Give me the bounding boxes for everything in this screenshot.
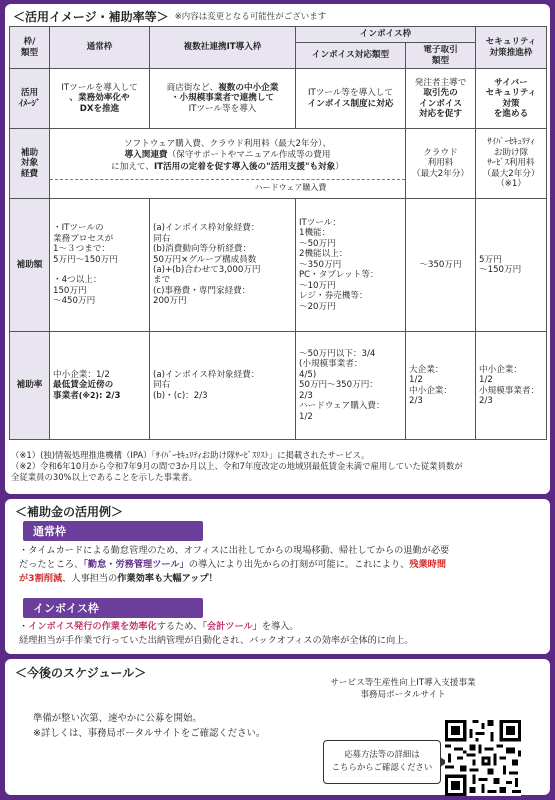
schedule-text-2: ※詳しくは、事務局ポータルサイトをご確認ください。 <box>33 727 266 739</box>
header-security: セキュリティ 対策推進枠 <box>476 27 547 69</box>
section3-title: ＜今後のスケジュール＞ <box>15 666 147 680</box>
eligible-line3b: IT活用の定着を促す導入後の"活用支援"も対象 <box>153 161 336 172</box>
qr-callout-1: 応募方法等の詳細は <box>344 749 420 759</box>
invoice-example-1c: するため、 <box>156 621 203 632</box>
corner-header: 枠/ 類型 <box>10 27 50 69</box>
usage-sec-text1: サイバー セキュリティ 対策 <box>485 77 537 109</box>
row-eligible-label: 補助 対象 経費 <box>10 129 50 199</box>
row-usage-label: 活用 ｲﾒｰｼﾞ <box>10 69 50 129</box>
rate-multi: (a)インボイス枠対象経費： 同右 (b)・(c)：2/3 <box>150 332 296 440</box>
header-invoice-type: インボイス対応類型 <box>296 43 406 69</box>
usage-normal-text2: 、業務効率化や <box>69 93 130 104</box>
section1-title: ＜活用イメージ・補助率等＞ <box>13 9 169 24</box>
usage-ec-text1: 発注者主導で <box>414 77 467 88</box>
header-normal: 通常枠 <box>50 27 150 69</box>
amount-normal: ・ITツールの 業務プロセスが 1～３つまで： 5万円～150万円 ・4つ以上： 150万円 ～450万円 <box>50 199 150 332</box>
usage-multi-text3: ITツール等を導入 <box>188 103 257 114</box>
qr-callout <box>323 740 441 784</box>
eligible-ec: クラウド 利用料 （最大2年分） <box>406 129 476 199</box>
footnotes <box>11 450 546 483</box>
eligible-software <box>50 135 405 180</box>
normal-example-line3 <box>19 572 544 586</box>
schedule-text-1: 準備が整い次第、速やかに公募を開始。 <box>33 713 202 724</box>
usage-rates-section <box>5 4 550 494</box>
usage-ec <box>406 69 476 129</box>
rate-normal-text3: (※2) <box>78 390 99 400</box>
rate-normal-text4: : 2/3 <box>98 390 121 401</box>
rate-normal <box>50 332 150 440</box>
rate-ec: 大企業： 1/2 中小企業： 2/3 <box>406 332 476 440</box>
footnote-2: （※2）令和6年10月から令和7年9月の間で3か月以上、令和7年度改定の地域別最低賃金未満で雇用していた従業員数が 全従業員の30%以上であることを示した事業者。 <box>11 460 463 482</box>
invoice-frame-label: インボイス枠 <box>23 598 203 618</box>
rate-invoice: ～50万円以下：3/4 (小規模事業者： 4/5) 50万円～350万円： 2/3 ハードウェア購入費： 1/2 <box>296 332 406 440</box>
row-rate-label: 補助率 <box>10 332 50 440</box>
usage-invoice-text2: インボイス制度に対応 <box>307 98 394 109</box>
usage-normal-text1: ITツールを導入して <box>61 82 138 93</box>
rate-security: 中小企業： 1/2 小規模事業者： 2/3 <box>476 332 547 440</box>
usage-invoice <box>296 69 406 129</box>
normal-example-text <box>19 544 544 585</box>
qr-code-icon[interactable] <box>445 720 521 796</box>
portal-caption <box>328 677 478 701</box>
eligible-line2: 導入関連費 <box>124 150 168 161</box>
amount-ec: ～350万円 <box>406 199 476 332</box>
schedule-text <box>33 712 265 741</box>
header-multi: 複数社連携IT導入枠 <box>150 27 296 69</box>
usage-normal <box>50 69 150 129</box>
invoice-example-line2: 経理担当が手作業で行っていた出納管理が自動化され、バックオフィスの効率が全体的に向上。 <box>19 634 414 646</box>
eligible-security: ｻｲﾊﾞｰｾｷｭﾘﾃｨ お助け隊 ｻｰﾋﾞｽ利用料 （最大2年分） （※1） <box>476 129 547 199</box>
rate-normal-text1: 中小企業：1/2 <box>53 369 110 380</box>
normal-example-3c: 作業効率も大幅アップ！ <box>117 572 218 584</box>
eligible-line1: ソフトウェア購入費、クラウド利用料（最大2年分）、 <box>123 138 332 149</box>
amount-multi: (a)インボイス枠対象経費： 同右 (b)消費動向等分析経費： 50万円×グループ構成員数 (a)+(b)合わせて3,000万円 まで (c)事務費・専門家経費： 200万円 <box>150 199 296 332</box>
normal-example-line2 <box>19 558 544 572</box>
qr-callout-2: こちらからご確認ください <box>331 761 433 772</box>
usage-invoice-text1: ITツール等を導入して <box>308 88 393 99</box>
eligible-line2b: （保守サポートやマニュアル作成等の費用 <box>167 150 331 161</box>
usage-security <box>476 69 547 129</box>
section1-header <box>13 7 326 25</box>
invoice-example-line1 <box>19 620 544 634</box>
normal-example-2c: の導入により出先からの打刻が可能に。これにより、 <box>188 558 410 570</box>
usage-ec-text2: 取引先の インボイス 対応を促す <box>419 88 462 119</box>
amount-security: 5万円 ～150万円 <box>476 199 547 332</box>
footnote-1: （※1）(独)情報処理推進機構（IPA）「ｻｲﾊﾞｰｾｷｭﾘﾃｨお助け隊ｻｰﾋﾞｽﾘｽﾄ」に掲載されたサービス。 <box>11 450 370 460</box>
invoice-example-1b: インボイス発行の作業を効率化 <box>28 621 157 632</box>
rate-normal-text2: 最低賃金近傍の 事業者 <box>53 380 114 401</box>
eligible-line3c: ） <box>335 161 344 172</box>
eligible-line3a: に加えて、 <box>111 161 154 172</box>
usage-multi-text2: 複数の中小企業 ・小規模事業者で連携して <box>170 82 279 104</box>
amount-invoice: ITツール： 1機能： ～50万円 2機能以上： ～350万円 PC・タブレット等： ～10万円 レジ・券売機等： ～20万円 <box>296 199 406 332</box>
normal-example-3a: が3割削減 <box>19 572 63 584</box>
usage-multi <box>150 69 296 129</box>
normal-example-2d: 残業時間 <box>409 558 447 570</box>
portal-caption-1: サービス等生産性向上IT導入支援事業 <box>330 678 476 688</box>
section2-title: ＜補助金の活用例＞ <box>15 505 124 519</box>
section1-note: ※内容は変更となる可能性がございます <box>174 12 327 22</box>
usage-normal-text3: DXを推進 <box>79 103 120 114</box>
eligible-hardware: ハードウェア購入費 <box>254 182 327 192</box>
invoice-example-1e: を導入。 <box>261 621 299 632</box>
header-invoice-group: インボイス枠 <box>296 27 476 43</box>
usage-sec-text2: を進める <box>493 108 529 119</box>
normal-example-2b: 「勤怠・労務管理ツール」 <box>83 558 189 570</box>
invoice-example-1d: 「会計ツール」 <box>202 621 262 632</box>
invoice-example-text <box>19 620 544 648</box>
examples-section <box>5 499 550 654</box>
usage-multi-text1: 商店街など、 <box>166 82 219 93</box>
eligible-main <box>50 129 406 199</box>
normal-example-line1: ・タイムカードによる勤怠管理のため、オフィスに出社してからの現場移動、帰社してからの退勤が必要 <box>19 545 450 556</box>
normal-example-3b: 、人事担当の <box>62 572 118 584</box>
normal-example-2a: だったところ、 <box>19 558 84 570</box>
subsidy-table <box>9 26 547 440</box>
portal-caption-2: 事務局ポータルサイト <box>360 690 446 701</box>
row-amount-label: 補助額 <box>10 199 50 332</box>
normal-frame-label: 通常枠 <box>23 521 203 541</box>
header-ec-type: 電子取引 類型 <box>406 43 476 69</box>
invoice-example-1a: ・ <box>19 621 29 632</box>
